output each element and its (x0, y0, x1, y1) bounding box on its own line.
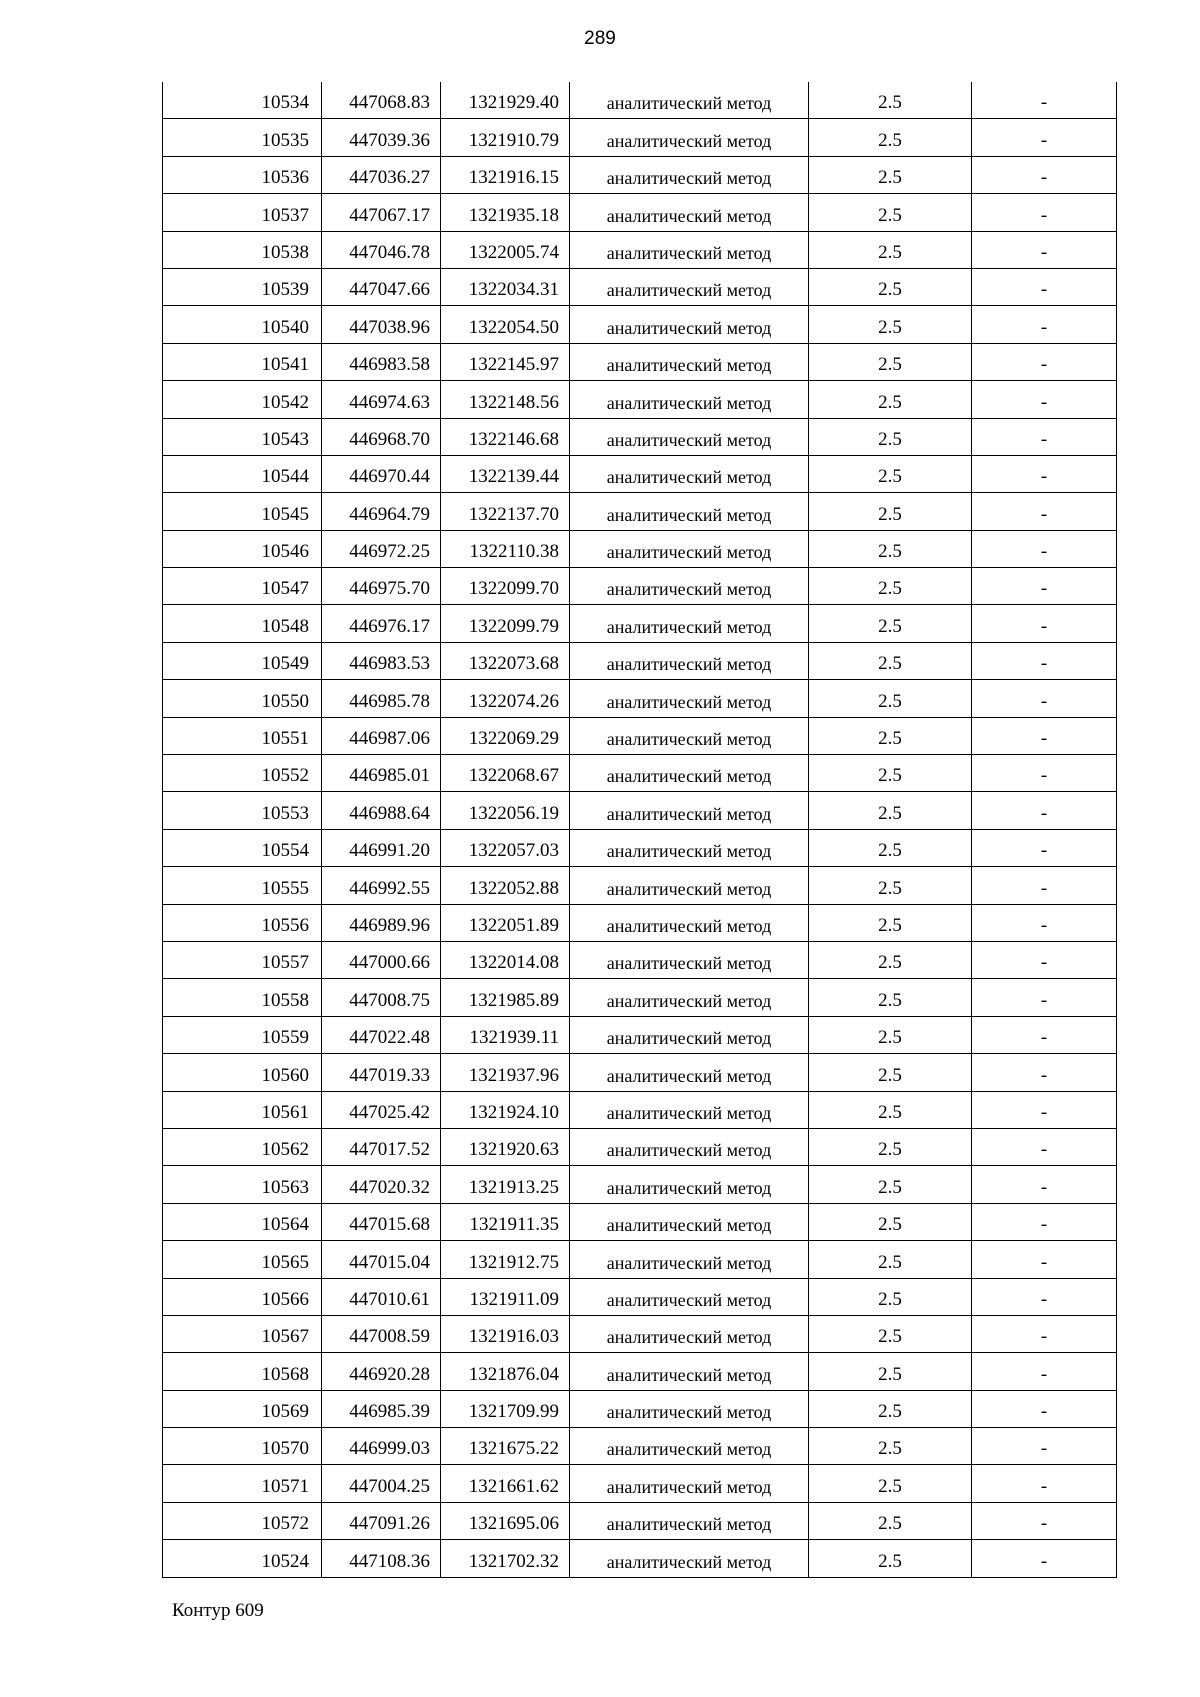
point-number-cell: 10553 (163, 792, 322, 829)
accuracy-cell: 2.5 (809, 1166, 972, 1203)
description-cell: - (972, 1091, 1117, 1128)
method-cell: аналитический метод (570, 1428, 809, 1465)
point-number-cell: 10552 (163, 755, 322, 792)
x-coordinate-cell: 446968.70 (322, 418, 441, 455)
y-coordinate-cell: 1321911.35 (441, 1203, 570, 1240)
method-cell: аналитический метод (570, 979, 809, 1016)
method-cell: аналитический метод (570, 1315, 809, 1352)
x-coordinate-cell: 447008.75 (322, 979, 441, 1016)
y-coordinate-cell: 1321661.62 (441, 1465, 570, 1502)
y-coordinate-cell: 1321929.40 (441, 82, 570, 119)
table-row (163, 1278, 1117, 1315)
x-coordinate-cell: 447019.33 (322, 1054, 441, 1091)
x-coordinate-cell: 446987.06 (322, 717, 441, 754)
description-cell: - (972, 82, 1117, 119)
table-row (163, 1241, 1117, 1278)
table-row (163, 642, 1117, 679)
description-cell: - (972, 568, 1117, 605)
point-number-cell: 10538 (163, 231, 322, 268)
point-number-cell: 10562 (163, 1128, 322, 1165)
point-number-cell: 10546 (163, 530, 322, 567)
description-cell: - (972, 306, 1117, 343)
y-coordinate-cell: 1321937.96 (441, 1054, 570, 1091)
accuracy-cell: 2.5 (809, 792, 972, 829)
x-coordinate-cell: 446985.78 (322, 680, 441, 717)
method-cell: аналитический метод (570, 1353, 809, 1390)
y-coordinate-cell: 1321939.11 (441, 1016, 570, 1053)
x-coordinate-cell: 446985.39 (322, 1390, 441, 1427)
method-cell: аналитический метод (570, 941, 809, 978)
method-cell: аналитический метод (570, 605, 809, 642)
y-coordinate-cell: 1322074.26 (441, 680, 570, 717)
table-row (163, 1315, 1117, 1352)
y-coordinate-cell: 1322073.68 (441, 642, 570, 679)
description-cell: - (972, 755, 1117, 792)
table-row (163, 156, 1117, 193)
method-cell: аналитический метод (570, 829, 809, 866)
point-number-cell: 10541 (163, 343, 322, 380)
point-number-cell: 10549 (163, 642, 322, 679)
table-row (163, 493, 1117, 530)
y-coordinate-cell: 1321916.15 (441, 156, 570, 193)
accuracy-cell: 2.5 (809, 1203, 972, 1240)
method-cell: аналитический метод (570, 904, 809, 941)
accuracy-cell: 2.5 (809, 829, 972, 866)
x-coordinate-cell: 446983.53 (322, 642, 441, 679)
table-row (163, 717, 1117, 754)
method-cell: аналитический метод (570, 493, 809, 530)
description-cell: - (972, 1054, 1117, 1091)
x-coordinate-cell: 447039.36 (322, 119, 441, 156)
table-row (163, 568, 1117, 605)
description-cell: - (972, 343, 1117, 380)
accuracy-cell: 2.5 (809, 156, 972, 193)
description-cell: - (972, 941, 1117, 978)
method-cell: аналитический метод (570, 1278, 809, 1315)
accuracy-cell: 2.5 (809, 1390, 972, 1427)
y-coordinate-cell: 1321709.99 (441, 1390, 570, 1427)
accuracy-cell: 2.5 (809, 605, 972, 642)
point-number-cell: 10571 (163, 1465, 322, 1502)
table-row (163, 1016, 1117, 1053)
x-coordinate-cell: 446970.44 (322, 455, 441, 492)
description-cell: - (972, 1502, 1117, 1539)
description-cell: - (972, 1315, 1117, 1352)
method-cell: аналитический метод (570, 1390, 809, 1427)
table-row (163, 82, 1117, 119)
method-cell: аналитический метод (570, 680, 809, 717)
description-cell: - (972, 530, 1117, 567)
table-row (163, 1502, 1117, 1539)
method-cell: аналитический метод (570, 455, 809, 492)
y-coordinate-cell: 1321913.25 (441, 1166, 570, 1203)
x-coordinate-cell: 446920.28 (322, 1353, 441, 1390)
y-coordinate-cell: 1321912.75 (441, 1241, 570, 1278)
description-cell: - (972, 1428, 1117, 1465)
point-number-cell: 10536 (163, 156, 322, 193)
x-coordinate-cell: 446983.58 (322, 343, 441, 380)
y-coordinate-cell: 1322099.79 (441, 605, 570, 642)
x-coordinate-cell: 446985.01 (322, 755, 441, 792)
x-coordinate-cell: 447000.66 (322, 941, 441, 978)
table-row (163, 755, 1117, 792)
x-coordinate-cell: 447017.52 (322, 1128, 441, 1165)
x-coordinate-cell: 447068.83 (322, 82, 441, 119)
point-number-cell: 10540 (163, 306, 322, 343)
method-cell: аналитический метод (570, 1502, 809, 1539)
point-number-cell: 10569 (163, 1390, 322, 1427)
x-coordinate-cell: 446999.03 (322, 1428, 441, 1465)
x-coordinate-cell: 447108.36 (322, 1540, 441, 1577)
description-cell: - (972, 642, 1117, 679)
accuracy-cell: 2.5 (809, 1353, 972, 1390)
method-cell: аналитический метод (570, 1465, 809, 1502)
method-cell: аналитический метод (570, 755, 809, 792)
y-coordinate-cell: 1322054.50 (441, 306, 570, 343)
point-number-cell: 10572 (163, 1502, 322, 1539)
table-row (163, 792, 1117, 829)
point-number-cell: 10537 (163, 194, 322, 231)
point-number-cell: 10561 (163, 1091, 322, 1128)
point-number-cell: 10544 (163, 455, 322, 492)
x-coordinate-cell: 447020.32 (322, 1166, 441, 1203)
method-cell: аналитический метод (570, 642, 809, 679)
table-row (163, 867, 1117, 904)
accuracy-cell: 2.5 (809, 642, 972, 679)
accuracy-cell: 2.5 (809, 1278, 972, 1315)
y-coordinate-cell: 1322110.38 (441, 530, 570, 567)
accuracy-cell: 2.5 (809, 82, 972, 119)
description-cell: - (972, 119, 1117, 156)
description-cell: - (972, 493, 1117, 530)
accuracy-cell: 2.5 (809, 941, 972, 978)
table-row (163, 381, 1117, 418)
y-coordinate-cell: 1322051.89 (441, 904, 570, 941)
accuracy-cell: 2.5 (809, 1315, 972, 1352)
table-row (163, 343, 1117, 380)
y-coordinate-cell: 1322139.44 (441, 455, 570, 492)
table-row (163, 306, 1117, 343)
description-cell: - (972, 268, 1117, 305)
method-cell: аналитический метод (570, 82, 809, 119)
point-number-cell: 10542 (163, 381, 322, 418)
point-number-cell: 10559 (163, 1016, 322, 1053)
description-cell: - (972, 381, 1117, 418)
accuracy-cell: 2.5 (809, 568, 972, 605)
description-cell: - (972, 904, 1117, 941)
description-cell: - (972, 979, 1117, 1016)
point-number-cell: 10565 (163, 1241, 322, 1278)
method-cell: аналитический метод (570, 194, 809, 231)
y-coordinate-cell: 1321935.18 (441, 194, 570, 231)
table-row (163, 904, 1117, 941)
y-coordinate-cell: 1321920.63 (441, 1128, 570, 1165)
x-coordinate-cell: 446972.25 (322, 530, 441, 567)
table-row (163, 1054, 1117, 1091)
accuracy-cell: 2.5 (809, 1540, 972, 1577)
point-number-cell: 10554 (163, 829, 322, 866)
point-number-cell: 10564 (163, 1203, 322, 1240)
description-cell: - (972, 680, 1117, 717)
method-cell: аналитический метод (570, 418, 809, 455)
y-coordinate-cell: 1322099.70 (441, 568, 570, 605)
x-coordinate-cell: 447015.68 (322, 1203, 441, 1240)
x-coordinate-cell: 447091.26 (322, 1502, 441, 1539)
method-cell: аналитический метод (570, 1128, 809, 1165)
accuracy-cell: 2.5 (809, 343, 972, 380)
table-row (163, 1465, 1117, 1502)
y-coordinate-cell: 1321916.03 (441, 1315, 570, 1352)
table-row (163, 530, 1117, 567)
x-coordinate-cell: 447010.61 (322, 1278, 441, 1315)
description-cell: - (972, 1166, 1117, 1203)
point-number-cell: 10567 (163, 1315, 322, 1352)
method-cell: аналитический метод (570, 568, 809, 605)
accuracy-cell: 2.5 (809, 455, 972, 492)
y-coordinate-cell: 1322137.70 (441, 493, 570, 530)
point-number-cell: 10560 (163, 1054, 322, 1091)
point-number-cell: 10556 (163, 904, 322, 941)
method-cell: аналитический метод (570, 156, 809, 193)
description-cell: - (972, 156, 1117, 193)
method-cell: аналитический метод (570, 867, 809, 904)
point-number-cell: 10566 (163, 1278, 322, 1315)
x-coordinate-cell: 446991.20 (322, 829, 441, 866)
table-row (163, 680, 1117, 717)
point-number-cell: 10548 (163, 605, 322, 642)
table-row (163, 194, 1117, 231)
method-cell: аналитический метод (570, 268, 809, 305)
y-coordinate-cell: 1321695.06 (441, 1502, 570, 1539)
table-row (163, 418, 1117, 455)
table-row (163, 1540, 1117, 1577)
table-row (163, 268, 1117, 305)
table-row (163, 1166, 1117, 1203)
table-row (163, 829, 1117, 866)
description-cell: - (972, 717, 1117, 754)
method-cell: аналитический метод (570, 1203, 809, 1240)
method-cell: аналитический метод (570, 1016, 809, 1053)
x-coordinate-cell: 447067.17 (322, 194, 441, 231)
x-coordinate-cell: 446974.63 (322, 381, 441, 418)
point-number-cell: 10555 (163, 867, 322, 904)
x-coordinate-cell: 447004.25 (322, 1465, 441, 1502)
accuracy-cell: 2.5 (809, 867, 972, 904)
page-number: 289 (584, 28, 616, 49)
accuracy-cell: 2.5 (809, 418, 972, 455)
point-number-cell: 10524 (163, 1540, 322, 1577)
x-coordinate-cell: 447038.96 (322, 306, 441, 343)
method-cell: аналитический метод (570, 231, 809, 268)
coordinates-table (162, 82, 1117, 1578)
description-cell: - (972, 231, 1117, 268)
x-coordinate-cell: 447008.59 (322, 1315, 441, 1352)
contour-caption: Контур 609 (172, 1600, 264, 1621)
y-coordinate-cell: 1321911.09 (441, 1278, 570, 1315)
description-cell: - (972, 1390, 1117, 1427)
table-row (163, 455, 1117, 492)
accuracy-cell: 2.5 (809, 530, 972, 567)
accuracy-cell: 2.5 (809, 1502, 972, 1539)
point-number-cell: 10563 (163, 1166, 322, 1203)
point-number-cell: 10558 (163, 979, 322, 1016)
method-cell: аналитический метод (570, 1241, 809, 1278)
point-number-cell: 10535 (163, 119, 322, 156)
description-cell: - (972, 1353, 1117, 1390)
description-cell: - (972, 1016, 1117, 1053)
table-row (163, 1091, 1117, 1128)
x-coordinate-cell: 447036.27 (322, 156, 441, 193)
method-cell: аналитический метод (570, 343, 809, 380)
table-row (163, 605, 1117, 642)
description-cell: - (972, 1203, 1117, 1240)
accuracy-cell: 2.5 (809, 680, 972, 717)
description-cell: - (972, 1241, 1117, 1278)
point-number-cell: 10545 (163, 493, 322, 530)
table-row (163, 979, 1117, 1016)
y-coordinate-cell: 1322146.68 (441, 418, 570, 455)
x-coordinate-cell: 447022.48 (322, 1016, 441, 1053)
y-coordinate-cell: 1322005.74 (441, 231, 570, 268)
y-coordinate-cell: 1322052.88 (441, 867, 570, 904)
accuracy-cell: 2.5 (809, 1054, 972, 1091)
x-coordinate-cell: 447047.66 (322, 268, 441, 305)
accuracy-cell: 2.5 (809, 1465, 972, 1502)
accuracy-cell: 2.5 (809, 119, 972, 156)
method-cell: аналитический метод (570, 792, 809, 829)
y-coordinate-cell: 1322057.03 (441, 829, 570, 866)
x-coordinate-cell: 446976.17 (322, 605, 441, 642)
description-cell: - (972, 605, 1117, 642)
method-cell: аналитический метод (570, 1054, 809, 1091)
table-row (163, 231, 1117, 268)
table-row (163, 1203, 1117, 1240)
coordinates-table-body (163, 82, 1117, 1577)
accuracy-cell: 2.5 (809, 493, 972, 530)
method-cell: аналитический метод (570, 530, 809, 567)
point-number-cell: 10539 (163, 268, 322, 305)
accuracy-cell: 2.5 (809, 1428, 972, 1465)
point-number-cell: 10551 (163, 717, 322, 754)
description-cell: - (972, 1278, 1117, 1315)
description-cell: - (972, 418, 1117, 455)
accuracy-cell: 2.5 (809, 1241, 972, 1278)
point-number-cell: 10543 (163, 418, 322, 455)
table-row (163, 1390, 1117, 1427)
table-row (163, 119, 1117, 156)
method-cell: аналитический метод (570, 717, 809, 754)
y-coordinate-cell: 1321910.79 (441, 119, 570, 156)
x-coordinate-cell: 446992.55 (322, 867, 441, 904)
method-cell: аналитический метод (570, 306, 809, 343)
description-cell: - (972, 194, 1117, 231)
accuracy-cell: 2.5 (809, 231, 972, 268)
accuracy-cell: 2.5 (809, 381, 972, 418)
description-cell: - (972, 455, 1117, 492)
accuracy-cell: 2.5 (809, 306, 972, 343)
point-number-cell: 10557 (163, 941, 322, 978)
method-cell: аналитический метод (570, 119, 809, 156)
point-number-cell: 10534 (163, 82, 322, 119)
x-coordinate-cell: 446975.70 (322, 568, 441, 605)
y-coordinate-cell: 1321876.04 (441, 1353, 570, 1390)
y-coordinate-cell: 1322034.31 (441, 268, 570, 305)
description-cell: - (972, 1128, 1117, 1165)
accuracy-cell: 2.5 (809, 1016, 972, 1053)
x-coordinate-cell: 447025.42 (322, 1091, 441, 1128)
y-coordinate-cell: 1322145.97 (441, 343, 570, 380)
table-row (163, 1353, 1117, 1390)
description-cell: - (972, 1465, 1117, 1502)
point-number-cell: 10570 (163, 1428, 322, 1465)
y-coordinate-cell: 1322014.08 (441, 941, 570, 978)
method-cell: аналитический метод (570, 381, 809, 418)
method-cell: аналитический метод (570, 1540, 809, 1577)
table-row (163, 1128, 1117, 1165)
accuracy-cell: 2.5 (809, 717, 972, 754)
accuracy-cell: 2.5 (809, 1128, 972, 1165)
y-coordinate-cell: 1322148.56 (441, 381, 570, 418)
x-coordinate-cell: 447015.04 (322, 1241, 441, 1278)
y-coordinate-cell: 1322069.29 (441, 717, 570, 754)
accuracy-cell: 2.5 (809, 1091, 972, 1128)
x-coordinate-cell: 446964.79 (322, 493, 441, 530)
y-coordinate-cell: 1321924.10 (441, 1091, 570, 1128)
method-cell: аналитический метод (570, 1166, 809, 1203)
accuracy-cell: 2.5 (809, 755, 972, 792)
point-number-cell: 10568 (163, 1353, 322, 1390)
accuracy-cell: 2.5 (809, 979, 972, 1016)
description-cell: - (972, 792, 1117, 829)
description-cell: - (972, 1540, 1117, 1577)
accuracy-cell: 2.5 (809, 904, 972, 941)
y-coordinate-cell: 1321675.22 (441, 1428, 570, 1465)
method-cell: аналитический метод (570, 1091, 809, 1128)
y-coordinate-cell: 1321702.32 (441, 1540, 570, 1577)
y-coordinate-cell: 1322068.67 (441, 755, 570, 792)
accuracy-cell: 2.5 (809, 194, 972, 231)
x-coordinate-cell: 446988.64 (322, 792, 441, 829)
table-row (163, 941, 1117, 978)
description-cell: - (972, 867, 1117, 904)
y-coordinate-cell: 1321985.89 (441, 979, 570, 1016)
table-row (163, 1428, 1117, 1465)
x-coordinate-cell: 446989.96 (322, 904, 441, 941)
description-cell: - (972, 829, 1117, 866)
x-coordinate-cell: 447046.78 (322, 231, 441, 268)
point-number-cell: 10550 (163, 680, 322, 717)
point-number-cell: 10547 (163, 568, 322, 605)
accuracy-cell: 2.5 (809, 268, 972, 305)
y-coordinate-cell: 1322056.19 (441, 792, 570, 829)
